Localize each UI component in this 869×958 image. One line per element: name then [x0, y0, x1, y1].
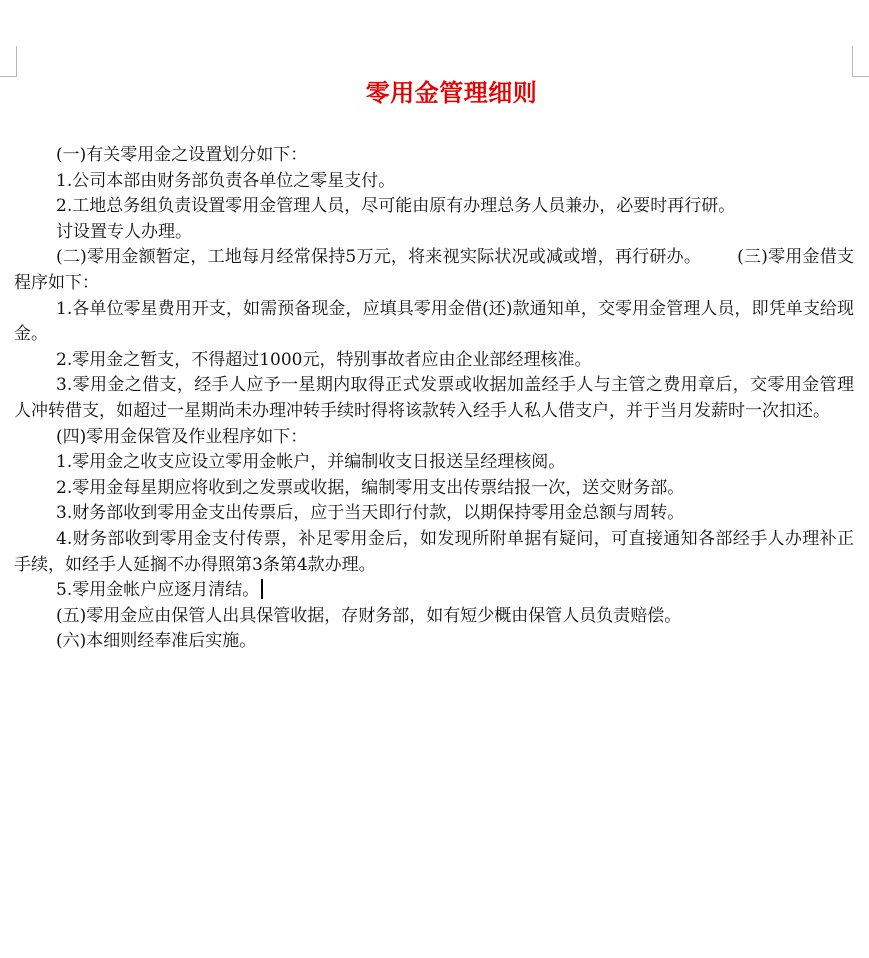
paragraph-15[interactable]: (五)零用金应由保管人出具保管收据，存财务部，如有短少概由保管人员负责赔偿。 [56, 605, 682, 626]
paragraph-2[interactable]: 1.公司本部由财务部负责各单位之零星支付。 [56, 170, 396, 191]
paragraph-7[interactable]: 2.零用金之暂支，不得超过1000元，特别事故者应由企业部经理核准。 [56, 349, 592, 370]
text-cursor [261, 579, 263, 599]
page-corner-mark-top-left [0, 46, 17, 77]
page-corner-mark-top-right [852, 46, 869, 77]
paragraph-1[interactable]: (一)有关零用金之设置划分如下： [56, 145, 308, 165]
paragraph-14[interactable] [14, 578, 854, 604]
paragraph-3[interactable]: 2.工地总务组负责设置零用金管理人员，尽可能由原有办理总务人员兼办，必要时再行研。 [56, 196, 736, 217]
paragraph-5-text-a: (二)零用金额暂定，工地每月经常保持5万元，将来视实际状况或减或增，再行研办。 [56, 247, 702, 268]
document-body[interactable] [14, 143, 854, 655]
paragraph-4[interactable]: 讨设置专人办理。 [56, 221, 192, 242]
paragraph-6[interactable]: 1.各单位零星费用开支，如需预备现金，应填具零用金借(还)款通知单，交零用金管理人员，即凭单支给现金。 [14, 298, 854, 345]
paragraph-14-text: 5.零用金帐户应逐月清结。 [56, 580, 260, 601]
paragraph-9[interactable]: (四)零用金保管及作业程序如下： [56, 426, 308, 447]
paragraph-8[interactable]: 3.零用金之借支，经手人应予一星期内取得正式发票或收据加盖经手人与主管之费用章后，交零用金管理人冲转借支，如超过一星期尚未办理冲转手续时得将该款转入经手人私人借支户，并于当月发薪时一次扣还。 [14, 375, 854, 421]
paragraph-10[interactable]: 1.零用金之收支应设立零用金帐户，并编制收支日报送呈经理核阅。 [56, 452, 566, 473]
paragraph-5[interactable] [14, 245, 854, 296]
paragraph-11[interactable]: 2.零用金每星期应将收到之发票或收据，编制零用支出传票结报一次，送交财务部。 [56, 477, 685, 498]
paragraph-12[interactable]: 3.财务部收到零用金支出传票后，应于当天即行付款，以期保持零用金总额与周转。 [56, 503, 685, 524]
paragraph-13[interactable]: 4.财务部收到零用金支付传票，补足零用金后，如发现所附单据有疑问，可直接通知各部经手人办理补正手续，如经手人延搁不办得照第3条第4款办理。 [14, 528, 854, 575]
document-title[interactable]: 零用金管理细则 [365, 79, 538, 107]
paragraph-5-text-b: (三)零用金借支程序如下： [14, 247, 854, 293]
paragraph-16[interactable]: (六)本细则经奉准后实施。 [56, 631, 257, 652]
